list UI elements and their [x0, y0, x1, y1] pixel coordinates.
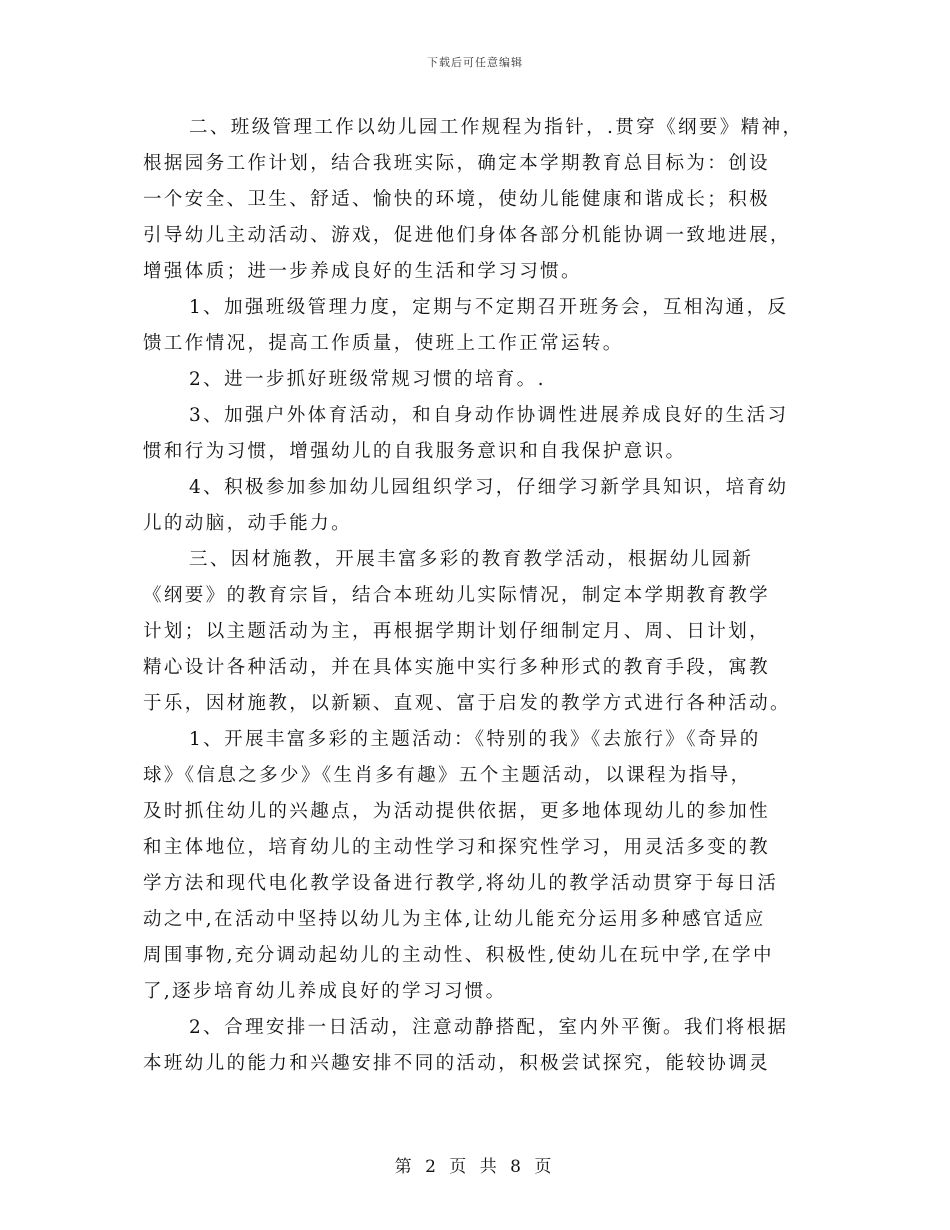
- document-body: [143, 110, 823, 1082]
- text-line: 1、加强班级管理力度，定期与不定期召开班务会，互相沟通，反: [189, 297, 789, 318]
- text-line: 3、加强户外体育活动，和自身动作协调性进展养成良好的生活习: [189, 405, 789, 426]
- text-line: 于乐，因材施教，以新颖、直观、富于启发的教学方式进行各种活动。: [143, 693, 791, 714]
- paragraph-daily-schedule: [143, 1010, 823, 1082]
- text-line: 根据园务工作计划，结合我班实际，确定本学期教育总目标为：创设: [143, 153, 771, 174]
- text-line: 4、积极参加参加幼儿园组织学习，仔细学习新学具知识，培育幼: [189, 477, 789, 498]
- text-line: 2、合理安排一日活动，注意动静搭配，室内外平衡。我们将根据: [189, 1017, 789, 1038]
- text-line: 和主体地位，培育幼儿的主动性学习和探究性学习，用灵活多变的教: [143, 837, 771, 858]
- paragraph-class-management: [143, 110, 823, 290]
- text-line: 馈工作情况，提高工作质量，使班上工作正常运转。: [143, 333, 624, 354]
- text-line: 周围事物,充分调动起幼儿的主动性、积极性,使幼儿在玩中学,在学中: [143, 945, 774, 966]
- text-line: 二、班级管理工作以幼儿园工作规程为指针，.贯穿《纲要》精神，: [189, 117, 804, 138]
- text-line: 球》《信息之多少》《生肖多有趣》五个主题活动，以课程为指导，: [143, 765, 752, 786]
- text-line: 本班幼儿的能力和兴趣安排不同的活动，积极尝试探究，能较协调灵: [143, 1053, 771, 1074]
- page-number: 第 2 页 共 8 页: [394, 1157, 556, 1177]
- text-line: 计划；以主题活动为主，再根据学期计划仔细制定月、周、日计划，: [143, 621, 771, 642]
- page-header: 下载后可任意编辑: [427, 56, 523, 69]
- text-line: 学方法和现代电化教学设备进行教学,将幼儿的教学活动贯穿于每日活: [143, 873, 779, 894]
- text-line: 一个安全、卫生、舒适、愉快的环境，使幼儿能健康和谐成长；积极: [143, 189, 771, 210]
- text-line: 2、进一步抓好班级常规习惯的培育。.: [189, 369, 546, 390]
- text-line: 增强体质；进一步养成良好的生活和学习习惯。: [143, 261, 582, 282]
- text-line: 精心设计各种活动，并在具体实施中实行多种形式的教育手段，寓教: [143, 657, 771, 678]
- text-line: 动之中,在活动中坚持以幼儿为主体,让幼儿能充分运用多种感官适应: [143, 909, 766, 930]
- paragraph-item-1: [143, 290, 823, 362]
- paragraph-teaching-activities: [143, 542, 823, 722]
- text-line: 1、开展丰富多彩的主题活动：《特别的我》《去旅行》《奇异的: [189, 729, 761, 750]
- text-line: 及时抓住幼儿的兴趣点，为活动提供依据，更多地体现幼儿的参加性: [143, 801, 771, 822]
- text-line: 儿的动脑，动手能力。: [143, 513, 353, 534]
- paragraph-item-4: [143, 470, 823, 542]
- text-line: 了,逐步培育幼儿养成良好的学习习惯。: [143, 981, 507, 1002]
- paragraph-theme-activities: [143, 722, 823, 1010]
- text-line: 惯和行为习惯，增强幼儿的自我服务意识和自我保护意识。: [143, 441, 687, 462]
- text-line: 引导幼儿主动活动、游戏，促进他们身体各部分机能协调一致地进展，: [143, 225, 791, 246]
- paragraph-item-2: [143, 362, 823, 398]
- paragraph-item-3: [143, 398, 823, 470]
- text-line: 三、因材施教，开展丰富多彩的教育教学活动，根据幼儿园新: [189, 549, 754, 570]
- text-line: 《纲要》的教育宗旨，结合本班幼儿实际情况，制定本学期教育教学: [143, 585, 771, 606]
